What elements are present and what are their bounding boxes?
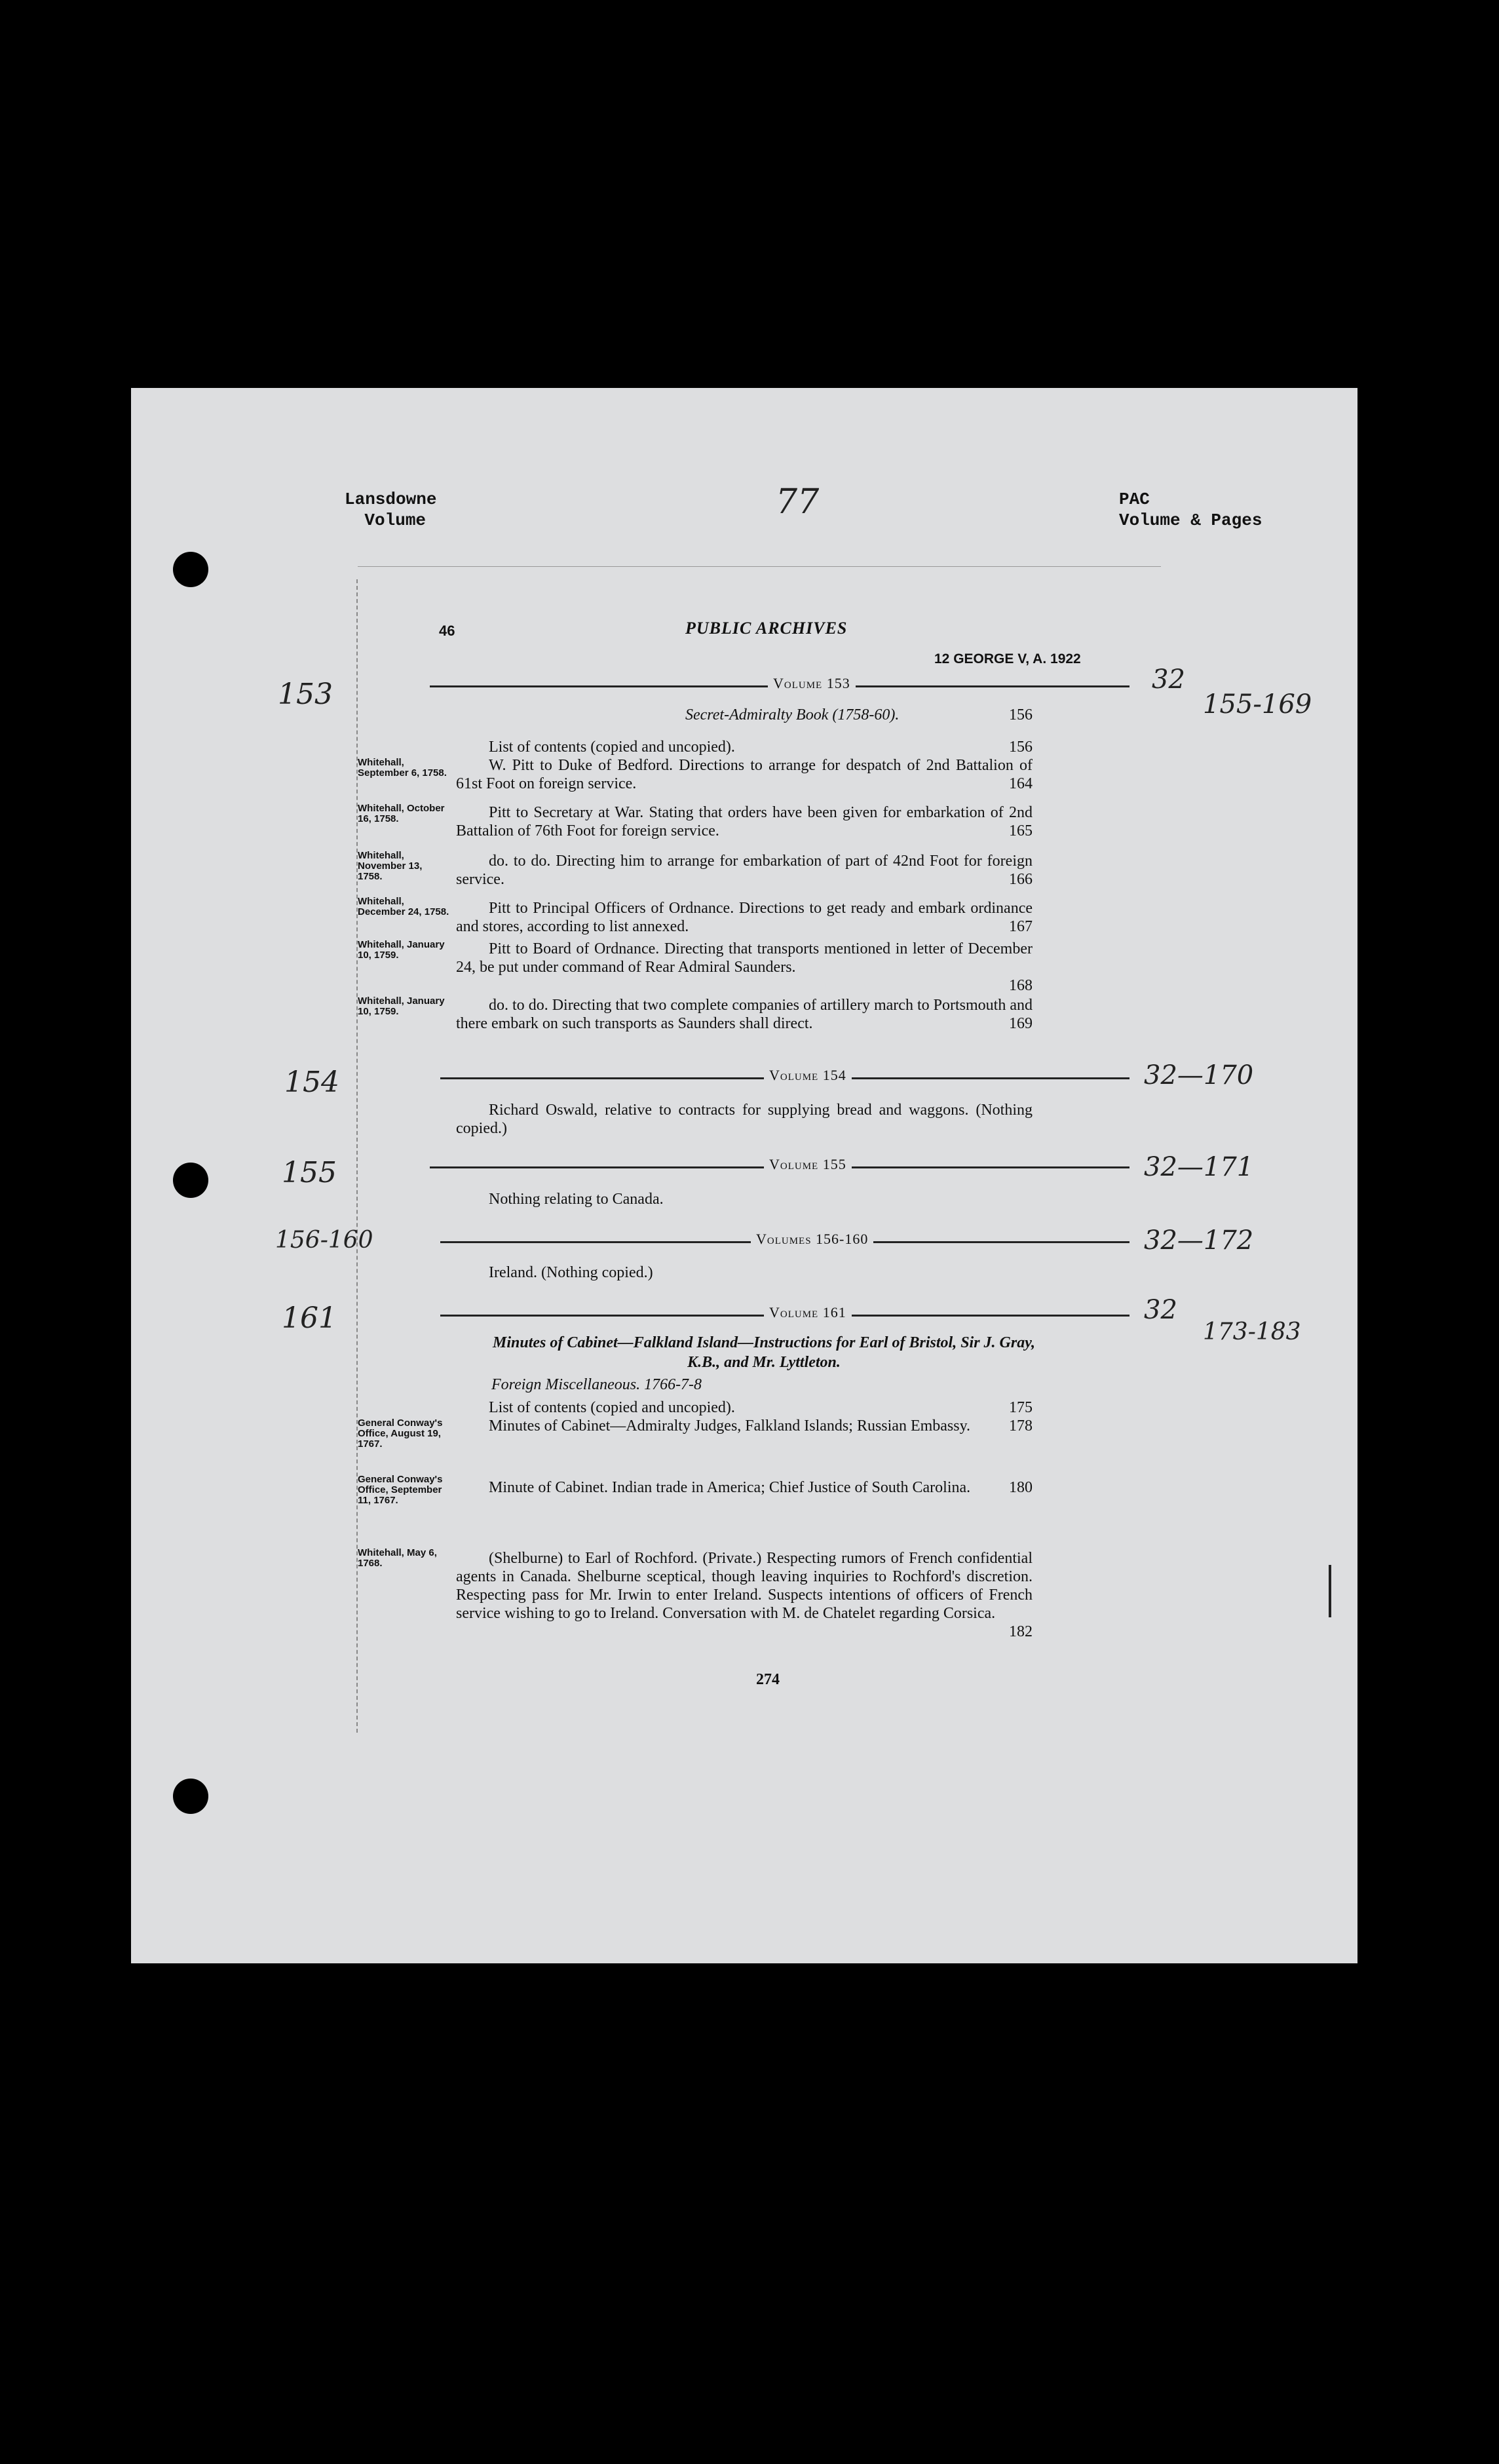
place-date-1758-sep: Whitehall, September 6, 1758.	[358, 757, 447, 779]
margin-note-155: 155	[282, 1156, 337, 1189]
entry-153-ordnance: Pitt to Principal Officers of Ordnance. Directions to get ready and embark ordinance and stores, according to list annexed. 167	[456, 900, 1033, 935]
margin-note-173-183: 173-183	[1203, 1319, 1301, 1345]
volume-161-subtitle2: Foreign Miscellaneous. 1766-7-8	[491, 1376, 702, 1393]
entry-161-contents: List of contents (copied and uncopied). 175	[489, 1399, 1033, 1416]
place-date-1758-nov: Whitehall, November 13, 1758.	[358, 850, 423, 882]
entry-153-bedford: W. Pitt to Duke of Bedford. Directions to arrange for despatch of 2nd Battalion of 61st Foot on foreign service. 164	[456, 757, 1033, 792]
margin-note-32-b: 32	[1144, 1295, 1177, 1325]
place-date-1767-sep: General Conway's Office, September 11, 1767.	[358, 1474, 443, 1506]
entry-154-oswald: Richard Oswald, relative to contracts for supplying bread and waggons. (Nothing copied.)	[456, 1102, 1033, 1137]
volume-153-heading: Volume 153	[358, 675, 1161, 695]
volume-154-heading: Volume 154	[358, 1067, 1161, 1087]
binder-hole-top	[173, 552, 208, 587]
entry-161-shelburne: (Shelburne) to Earl of Rochford. (Private.) Respecting rumors of French confidential agents in Canada. Shelburne sceptical, though leaving inquiries to Rochford's discretion. Respecting pass for Mr. Irwin to enter Ireland. Suspects intentions of officers of French service wishing to go to Ireland. Conversation with M. de Chatelet regarding Corsica. 182	[456, 1550, 1033, 1640]
scanned-page	[131, 388, 1357, 1963]
entry-153-board-ordnance: Pitt to Board of Ordnance. Directing that transports mentioned in letter of December 24, be put under command of Rear Admiral Saunders. 168	[456, 940, 1033, 994]
margin-note-153: 153	[278, 678, 333, 711]
place-date-1767-aug: General Conway's Office, August 19, 1767.	[358, 1417, 443, 1450]
margin-note-32-171: 32—171	[1144, 1152, 1254, 1182]
place-date-1758-oct: Whitehall, October 16, 1758.	[358, 803, 445, 824]
pac-volume-pages-label: PAC Volume & Pages	[1119, 490, 1262, 530]
margin-note-32-a: 32	[1152, 664, 1185, 695]
place-date-1759-jan-b: Whitehall, January 10, 1759.	[358, 995, 445, 1017]
volume-161-subtitle: Minutes of Cabinet—Falkland Island—Instructions for Earl of Bristol, Sir J. Gray, K.B., and Mr. Lyttleton.	[493, 1334, 1035, 1371]
sheet-top-border	[358, 566, 1161, 567]
place-date-1759-jan-a: Whitehall, January 10, 1759.	[358, 939, 445, 961]
margin-note-161: 161	[282, 1301, 337, 1335]
binder-hole-middle	[173, 1163, 208, 1198]
volume-153-subtitle-page: 156	[1009, 706, 1033, 723]
sheet-title: PUBLIC ARCHIVES	[685, 619, 848, 638]
margin-note-154: 154	[284, 1066, 339, 1099]
margin-vertical-mark	[1329, 1565, 1331, 1617]
volume-155-heading: Volume 155	[358, 1156, 1161, 1176]
entry-153-artillery: do. to do. Directing that two complete companies of artillery march to Portsmouth and there embark on such transports as Saunders shall direct. 169	[456, 997, 1033, 1032]
volumes-156-160-heading: Volumes 156-160	[358, 1231, 1161, 1250]
volume-153-subtitle: Secret-Admiralty Book (1758-60).	[685, 706, 900, 723]
entry-153-secretary-at-war: Pitt to Secretary at War. Stating that orders have been given for embarkation of 2nd Battalion of 76th Foot for foreign service. 165	[456, 804, 1033, 839]
entry-161-admiralty-judges: Minutes of Cabinet—Admiralty Judges, Falkland Islands; Russian Embassy. 178	[489, 1417, 1033, 1434]
footer-page-number: 274	[756, 1671, 780, 1688]
place-date-1758-dec: Whitehall, December 24, 1758.	[358, 896, 449, 917]
handwritten-page-number: 77	[776, 482, 820, 522]
margin-note-155-169: 155-169	[1203, 689, 1312, 720]
entry-153-contents: List of contents (copied and uncopied). 156	[489, 739, 1033, 756]
lansdowne-volume-label: Lansdowne Volume	[345, 490, 437, 530]
binder-hole-bottom	[173, 1779, 208, 1814]
sheet-subheader: 12 GEORGE V, A. 1922	[934, 651, 1081, 666]
volume-161-heading: Volume 161	[358, 1304, 1161, 1324]
sheet-page-number: 46	[439, 623, 455, 639]
entry-153-42nd-foot: do. to do. Directing him to arrange for embarkation of part of 42nd Foot for foreign service. 166	[456, 853, 1033, 888]
place-date-1768-may: Whitehall, May 6, 1768.	[358, 1547, 437, 1569]
entry-156-160-ireland: Ireland. (Nothing copied.)	[489, 1264, 653, 1281]
margin-note-32-170: 32—170	[1144, 1060, 1254, 1090]
entry-161-indian-trade: Minute of Cabinet. Indian trade in America; Chief Justice of South Carolina. 180	[489, 1479, 1033, 1496]
margin-note-32-172: 32—172	[1144, 1225, 1254, 1256]
printed-sheet	[275, 566, 1312, 1734]
margin-note-156-160: 156-160	[275, 1227, 373, 1254]
entry-155-nothing: Nothing relating to Canada.	[489, 1191, 664, 1208]
